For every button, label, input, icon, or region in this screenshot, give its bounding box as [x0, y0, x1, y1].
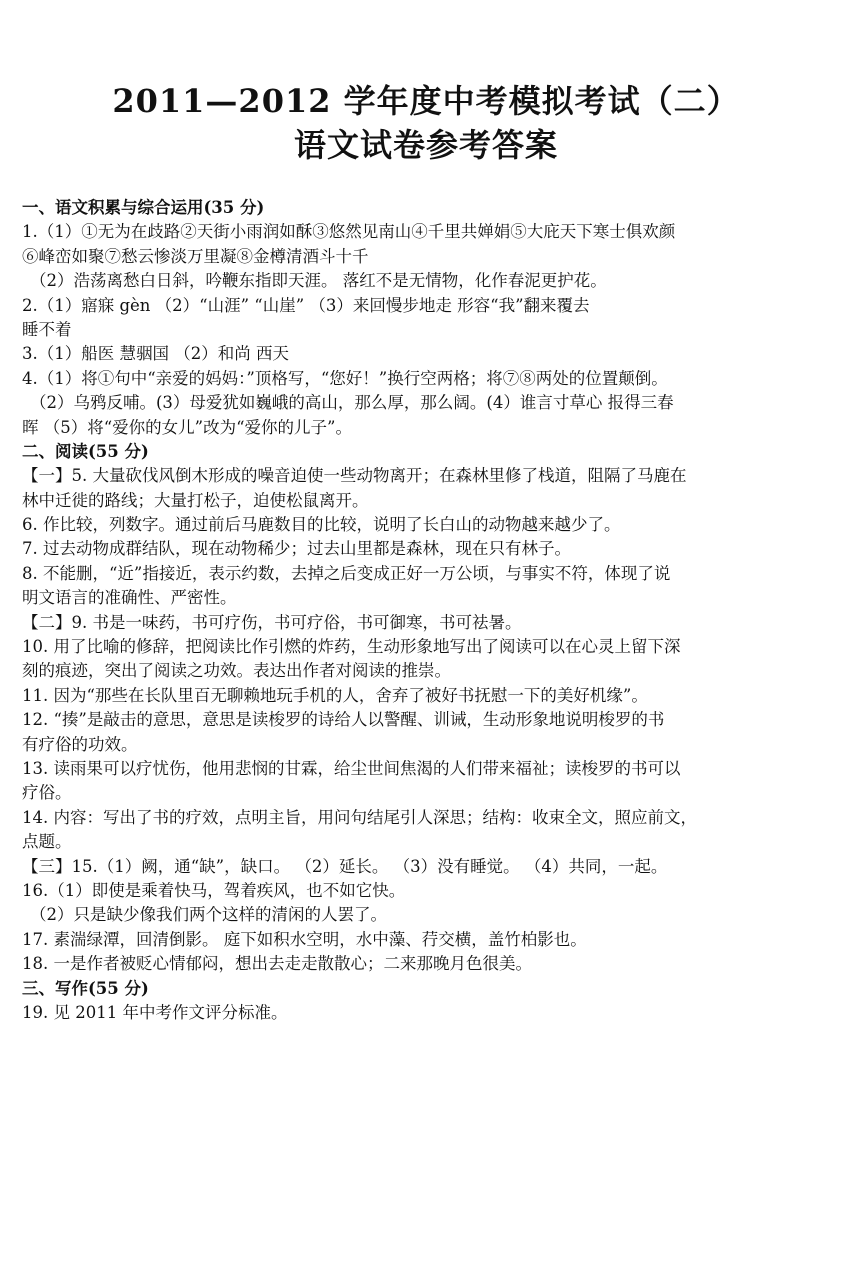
page-title: 2011—2012 学年度中考模拟考试（二） — [112, 82, 740, 120]
answer-line: 【三】15.（1）阙，通“缺”，缺口。 （2）延长。 （3）没有睡觉。 （4）共同，一起。 — [22, 856, 668, 876]
answer-line: 3.（1）船医 慧骃国 （2）和尚 西天 — [22, 344, 289, 364]
answer-line: 18. 一是作者被贬心情郁闷，想出去走走散散心；二来那晚月色很美。 — [22, 954, 532, 974]
answer-line: 19. 见 2011 年中考作文评分标准。 — [22, 1002, 288, 1022]
answer-line: 点题。 — [22, 832, 72, 852]
page-subtitle: 语文试卷参考答案 — [293, 126, 558, 164]
answer-line: 2.（1）寤寐 gèn （2）“山涯” “山崖” （3）来回慢步地走 形容“我”翻来覆去 — [22, 295, 590, 315]
answer-line: 12. “揍”是敲击的意思，意思是读梭罗的诗给人以警醒、训诫，生动形象地说明梭罗的书 — [22, 710, 665, 730]
answer-line: （2）乌鸦反哺。(3）母爱犹如巍峨的高山，那么厚，那么阔。(4）谁言寸草心 报得三春 — [30, 393, 674, 413]
answer-line: 1.（1）①无为在歧路②天街小雨润如酥③悠然见南山④千里共婵娟⑤大庇天下寒士俱欢颜 — [22, 222, 676, 242]
answer-line: 林中迁徙的路线；大量打松子，迫使松鼠离开。 — [22, 490, 369, 510]
answer-line: 晖 （5）将“爱你的女儿”改为“爱你的儿子”。 — [22, 417, 352, 437]
answer-line: 10. 用了比喻的修辞，把阅读比作引燃的炸药，生动形象地写出了阅读可以在心灵上留下深 — [22, 637, 681, 657]
answer-line: 明文语言的准确性、严密性。 — [22, 588, 237, 608]
section-heading-1: 一、语文积累与综合运用(35 分) — [22, 198, 265, 217]
answer-line: （2）浩荡离愁白日斜，吟鞭东指即天涯。 落红不是无情物，化作春泥更护花。 — [30, 271, 607, 291]
answer-line: 11. 因为“那些在长队里百无聊赖地玩手机的人，舍弃了被好书抚慰一下的美好机缘”。 — [22, 685, 648, 705]
answer-line: 【二】9. 书是一味药，书可疗伤，书可疗俗，书可御寒，书可祛暑。 — [22, 612, 522, 632]
answer-line: 睡不着 — [22, 319, 72, 339]
answer-line: 7. 过去动物成群结队，现在动物稀少；过去山里都是森林，现在只有林子。 — [22, 539, 571, 559]
answer-line: ⑥峰峦如聚⑦愁云惨淡万里凝⑧金樽清酒斗十千 — [22, 246, 369, 266]
answer-line: 13. 读雨果可以疗忧伤，他用悲悯的甘霖，给尘世间焦渴的人们带来福祉；读梭罗的书可以 — [22, 758, 681, 778]
answer-line: 刻的痕迹，突出了阅读之功效。表达出作者对阅读的推崇。 — [22, 661, 451, 681]
answer-line: 16.（1）即使是乘着快马，驾着疾风，也不如它快。 — [22, 880, 406, 900]
answer-line: 17. 素湍绿潭，回清倒影。 庭下如积水空明，水中藻、荇交横，盖竹柏影也。 — [22, 929, 587, 949]
answer-line: 【一】5. 大量砍伐风倒木形成的噪音迫使一些动物离开；在森林里修了栈道，阻隔了马鹿在 — [22, 466, 687, 486]
answer-line: 4.（1）将①句中“亲爱的妈妈：”顶格写，“您好！”换行空两格；将⑦⑧两处的位置颠倒。 — [22, 368, 668, 388]
answer-line: 6. 作比较，列数字。通过前后马鹿数目的比较，说明了长白山的动物越来越少了。 — [22, 515, 621, 535]
answer-line: 有疗俗的功效。 — [22, 734, 138, 754]
section-heading-2: 二、阅读(55 分) — [22, 441, 149, 461]
answer-line: 疗俗。 — [22, 783, 72, 803]
section-heading-3: 三、写作(55 分) — [22, 978, 149, 998]
answer-content — [22, 196, 822, 1025]
answer-line: （2）只是缺少像我们两个这样的清闲的人罢了。 — [30, 905, 387, 925]
answer-line: 14. 内容：写出了书的疗效，点明主旨，用问句结尾引人深思；结构：收束全文，照应前文， — [22, 807, 697, 827]
answer-line: 8. 不能删，“近”指接近，表示约数，去掉之后变成正好一万公顷，与事实不符，体现了说 — [22, 563, 671, 583]
